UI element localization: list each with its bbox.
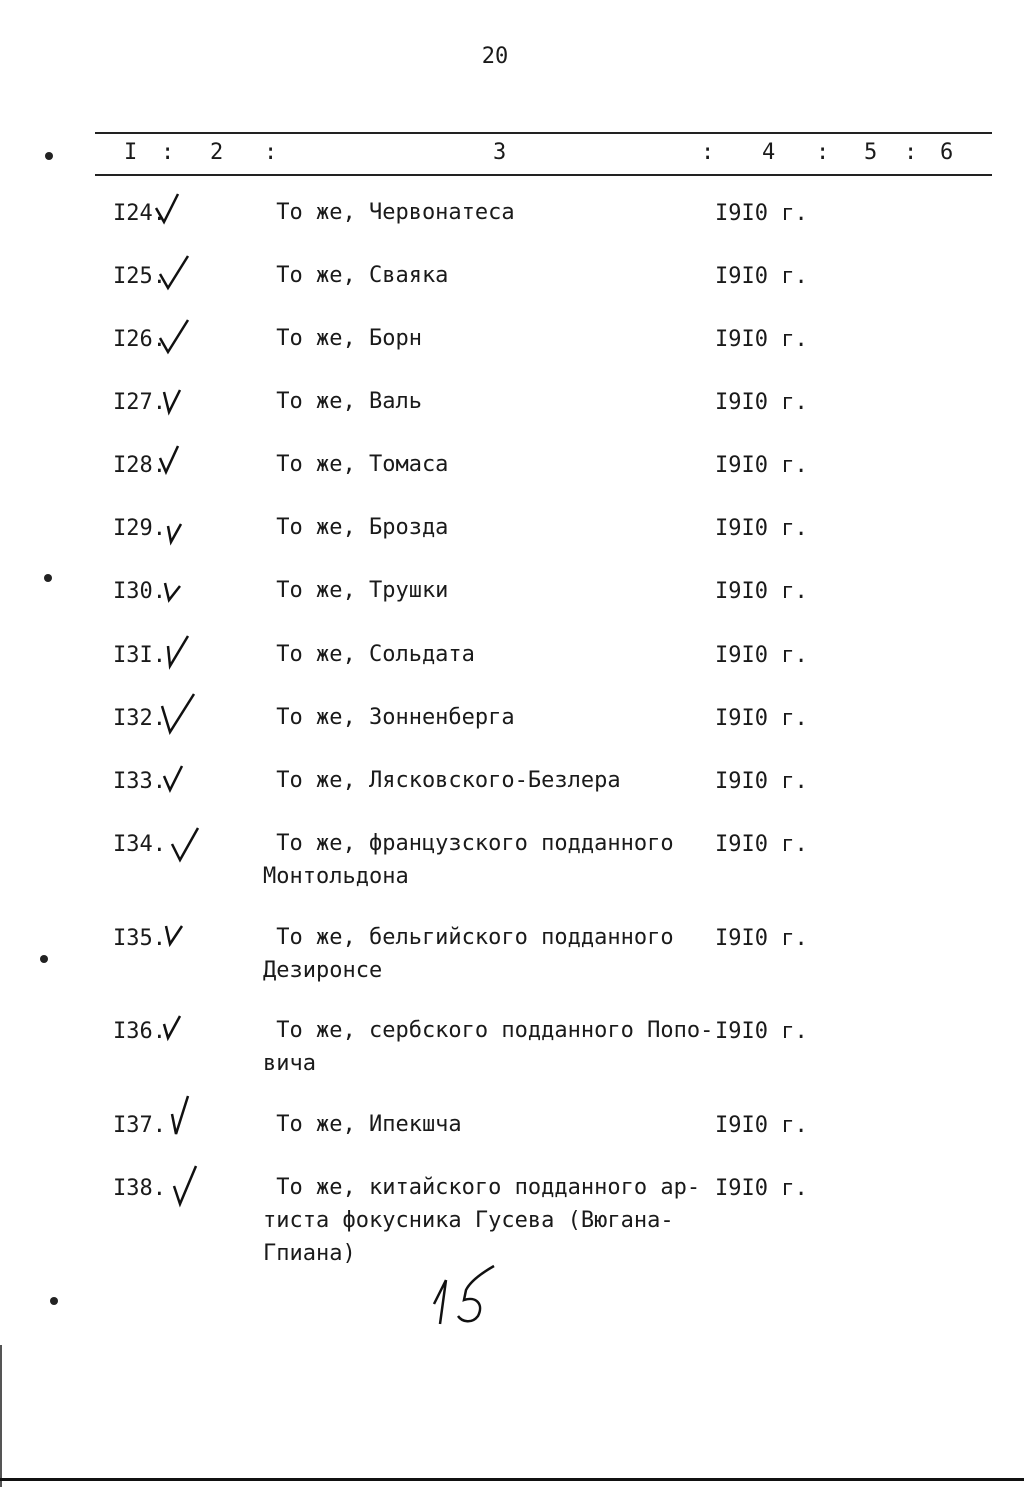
row-description: То же, Сольдата <box>263 642 475 667</box>
row-number: I30. <box>113 579 166 604</box>
checkmark-icon <box>156 254 192 294</box>
checkmark-icon <box>164 520 186 546</box>
scan-edge-left <box>0 1345 2 1487</box>
row-description: То же, Томаса <box>263 452 449 477</box>
checkmark-icon <box>170 1164 200 1208</box>
checkmark-icon <box>160 764 188 794</box>
header-col-6: 6 <box>940 140 954 165</box>
row-description: То же, Трушки <box>263 578 449 603</box>
row-description: То же, Сваяка <box>263 263 449 288</box>
checkmark-icon <box>158 692 198 736</box>
punch-hole <box>50 1297 58 1305</box>
header-sep: : <box>701 140 715 165</box>
row-year: I9I0 г. <box>715 327 808 352</box>
scan-edge-bottom <box>0 1478 1024 1481</box>
row-description: То же, Зонненберга <box>263 705 515 730</box>
row-description: То же, французского подданного Монтольдона <box>263 831 674 889</box>
row-description: То же, Червонатеса <box>263 200 515 225</box>
row-number: I37. <box>113 1113 166 1138</box>
row-year: I9I0 г. <box>715 390 808 415</box>
checkmark-icon <box>160 1014 184 1042</box>
row-year: I9I0 г. <box>715 926 808 951</box>
checkmark-icon <box>162 922 186 948</box>
row-number: I33. <box>113 769 166 794</box>
row-number: I27. <box>113 390 166 415</box>
row-number: I3I. <box>113 643 166 668</box>
row-number: I32. <box>113 706 166 731</box>
punch-hole <box>45 152 53 160</box>
checkmark-icon <box>168 826 202 866</box>
row-year: I9I0 г. <box>715 453 808 478</box>
row-year: I9I0 г. <box>715 579 808 604</box>
checkmark-icon <box>162 580 184 604</box>
page-number: 20 <box>481 44 509 69</box>
row-year: I9I0 г. <box>715 769 808 794</box>
row-number: I24. <box>113 201 166 226</box>
checkmark-icon <box>156 444 182 478</box>
header-col-2: 2 <box>210 140 224 165</box>
table-top-rule <box>95 132 992 134</box>
handwritten-sheet-number <box>432 1260 502 1330</box>
row-number: I25. <box>113 264 166 289</box>
row-year: I9I0 г. <box>715 1019 808 1044</box>
checkmark-icon <box>160 388 184 418</box>
row-year: I9I0 г. <box>715 1176 808 1201</box>
row-description: То же, Борн <box>263 326 422 351</box>
row-number: I36. <box>113 1019 166 1044</box>
header-sep: : <box>161 140 175 165</box>
checkmark-icon <box>160 634 194 672</box>
row-description: То же, китайского подданного ар- тиста фокусника Гусева (Вюгана- Гпиана) <box>263 1175 701 1266</box>
checkmark-icon <box>156 318 192 358</box>
punch-hole <box>44 574 52 582</box>
row-description: То же, Ипекшча <box>263 1112 462 1137</box>
header-sep: : <box>264 140 278 165</box>
row-number: I35. <box>113 926 166 951</box>
checkmark-icon <box>168 1094 192 1138</box>
row-number: I34. <box>113 832 166 857</box>
table-header-rule <box>95 174 992 176</box>
header-sep: : <box>816 140 830 165</box>
row-description: То же, Валь <box>263 389 422 414</box>
row-description: То же, Лясковского-Безлера <box>263 768 621 793</box>
row-year: I9I0 г. <box>715 643 808 668</box>
row-year: I9I0 г. <box>715 201 808 226</box>
row-year: I9I0 г. <box>715 264 808 289</box>
row-year: I9I0 г. <box>715 1113 808 1138</box>
row-year: I9I0 г. <box>715 516 808 541</box>
row-description: То же, сербского подданного Попо- вича <box>263 1018 714 1076</box>
header-sep: : <box>904 140 918 165</box>
row-number: I29. <box>113 516 166 541</box>
row-year: I9I0 г. <box>715 832 808 857</box>
header-col-5: 5 <box>864 140 878 165</box>
row-number: I38. <box>113 1176 166 1201</box>
checkmark-icon <box>152 192 182 228</box>
row-year: I9I0 г. <box>715 706 808 731</box>
row-description: То же, Брозда <box>263 515 449 540</box>
header-col-3: 3 <box>493 140 507 165</box>
row-number: I26. <box>113 327 166 352</box>
header-col-1: I <box>124 140 138 165</box>
punch-hole <box>40 955 48 963</box>
header-col-4: 4 <box>762 140 776 165</box>
row-number: I28. <box>113 453 166 478</box>
row-description: То же, бельгийского подданного Дезиронсе <box>263 925 674 983</box>
